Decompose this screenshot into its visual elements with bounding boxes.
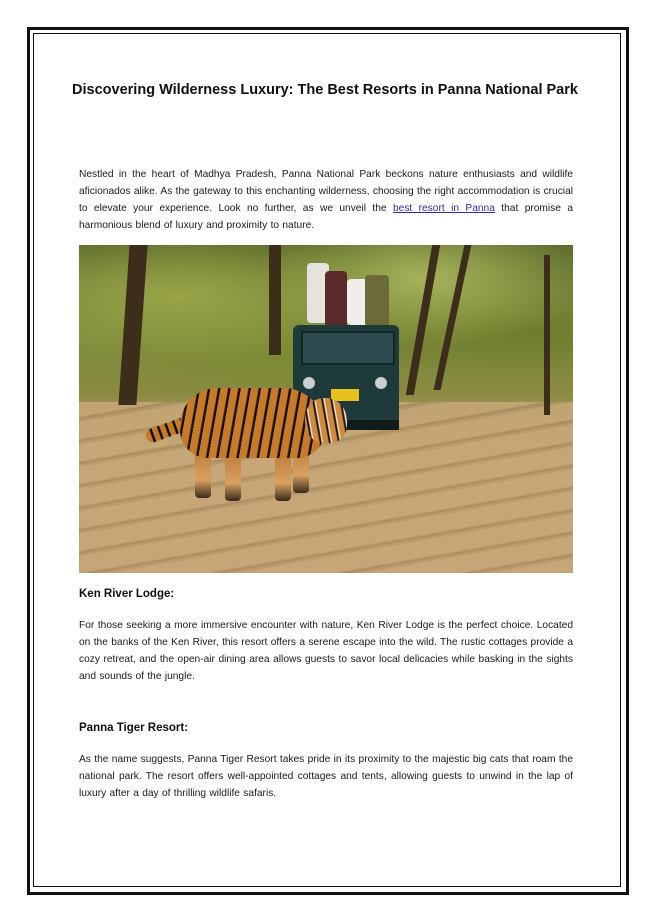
photo-person	[365, 275, 389, 327]
tiger-safari-photo	[79, 245, 573, 573]
section-heading-panna-tiger-resort: Panna Tiger Resort:	[79, 722, 189, 734]
section-heading-ken-river-lodge: Ken River Lodge:	[79, 588, 175, 600]
jeep-windshield	[301, 331, 395, 365]
photo-tourists	[301, 257, 393, 327]
intro-text-before: Nestled in the heart of Madhya Pradesh, Panna National Park beckons nature enthusiasts and wildlife aficionados alike. As the gateway to this enchanting wilderness, choosing the right accommodation is crucial to elevate your experience. Look no further, as we unveil the	[79, 169, 574, 214]
jeep-headlight	[375, 377, 387, 389]
photo-tree-trunk	[269, 245, 281, 355]
best-resort-link[interactable]: best resort in Panna	[392, 203, 495, 214]
photo-person	[325, 271, 347, 327]
intro-paragraph	[79, 166, 573, 234]
section-body-ken-river-lodge: For those seeking a more immersive encounter with nature, Ken River Lodge is the perfect choice. Located on the banks of the Ken River, this resort offers a serene escape into the wild. The rustic cottages provide a cozy retreat, and the open-air dining area allows guests to savor local delicacies while basking in the sights and sounds of the jungle.	[79, 620, 573, 682]
document-title: Discovering Wilderness Luxury: The Best Resorts in Panna National Park	[72, 82, 578, 98]
photo-tiger	[145, 383, 350, 505]
intro-text-after: that promise a harmonious blend of luxury and proximity to nature.	[79, 203, 573, 231]
tiger-body	[180, 388, 325, 458]
photo-tree-trunk	[544, 255, 550, 415]
tiger-head	[305, 398, 347, 443]
section-body-panna-tiger-resort: As the name suggests, Panna Tiger Resort takes pride in its proximity to the majestic big cats that roam the national park. The resort offers well-appointed cottages and tents, allowing guests to unwind in the lap of luxury after a day of thrilling wildlife safaris.	[79, 754, 573, 799]
